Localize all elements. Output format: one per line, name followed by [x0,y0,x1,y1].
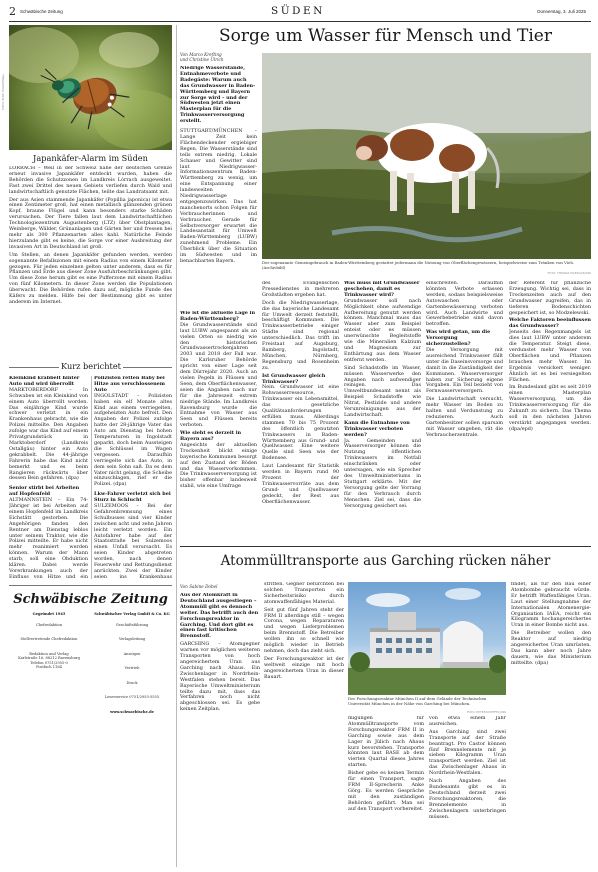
kurz-divider [91,376,92,579]
main-byline: Von Marco Krefting und Christine Ulrich [180,52,224,63]
paragraph: Doch die Niedrigwasserlage, die das bayerische Landesamt für Umwelt derzeit feststellt, beschäftigt Kommunen. Die Trinkwasserbetriebe einiger Städte sind regional unterschiedlich. Das trifft im Freistaat auf Augsburg, Bamberg, Ingolstadt, München, Nürnberg, Regensburg und Rosenheim zu. [262,299,339,371]
atom-col2 [264,582,344,867]
kurz-item-text: SULZEMOOS – Bei der Gefahrenbremsung eines Schulbusses sind vier Kinder zwischen acht und zehn Jahren leicht verletzt worden. Ein Autofahrer habe auf der Staatsstraße bei Sulzemoos einen Unfall verursacht. Es seien Kinder abgetreten worden, nach denen Feuerwehr und Rettungsdienst anrückten. Zwei der Kinder seien ins Krankenhaus [94,503,172,579]
paper-name: Schwäbische Zeitung [20,9,63,14]
paragraph: Bisher gebe es keinen Termin für einen Transport, sagte FRM II-Sprecherin Anke Görg. Es werden Gespräche mit den zuständigen Behörden geführt. Man sei auf den Transport vorbereitet. [348,770,424,812]
paragraph: Die Grundwasserstände sind laut LUBW angespannt als an vielen Orten so niedrig wie den historischen Grundwassertrockenjahren 2003 und 2018 der Fall war. Die Karlsruher Behörde spricht von einer Lage seit dem Dürrejahr 2020. Auch an vielen Pegeln in Flüssen und Seen, dem Oberflächenwasser, seien die Angaben nach nur für die Jahreszeit extrem niedrige Stände. Im Landkreis Ravensburg wurde die Entnahme von Wasser aus Seen und Flüssen bereits verboten. [180,321,257,429]
atom-col5 [511,582,591,867]
main-col-e [509,281,591,541]
kurz-rule-left [9,367,59,368]
paragraph: Nach Angaben des Bundesamts gibt es in Deutschland derzeit zwei Forschungsreaktoren, die Brennelemente in Zwischenlagern unterbringen müssen. [429,778,506,820]
paragraph: Laut Landesamt für Statistik werden in Bayern rund 90 Prozent der Trinkwasservorräte aus dem Grund- und Quellwasser gedeckt, der Rest aus Oberflächenwasser. [262,463,339,505]
main-headline: Sorge um Wasser für Mensch und Tier [219,26,552,46]
paragraph: Im Bundesland gibt es seit 2019 einen Masterplan Wasserversorgung, um die Trinkwasserversorgung für die Zukunft zu sichern. Das Thema soll in den nächsten Jahren verstärkt angegangen werden. (dpa/epd) [509,384,591,432]
paragraph: der Referent für pflanzliche Erzeugung. Wichtig sei, dass in Trockenzeiten auch auf den Grundwasser zugreifen, das in tieferen Bodenschichten gespeichert ist, so Modzelewski. [509,281,591,316]
beetle-paragraph: LÖRRACH – Weil in der Schweiz nahe der deutschen Grenze erneut invasive Japankäfer entdeckt wurden, haben die Behörden die Schutzzonen im Landkreis Lörrach ausgeweitet. Fast zwei Drittel des neuen Gebiets verliefen durch Wald und landwirtschaftlich genutzte Flächen, teilte das Landratsamt mit. [9,166,172,195]
section-rule [180,546,591,547]
atom-col1 [180,593,260,867]
paragraph: Jenseits des Regenmangels ist dies laut LUBW unter anderem die Temperatur. Steigt diese, verdunstet mehr Wasser von Oberflächen und Pflanzen brauchen mehr Wasser. Im Ergebnis versickert weniger. Ähnlich ist es bei versiegelten Flächen. [509,329,591,383]
atom-lead: Aus der Atomkraft in Deutschland ausgestiegen – Atommüll gibt es dennoch weiter. Das betrifft auch den Forschungsreaktor in Garching. Und dort gibt es einen fast kritischen Brennstoff. [180,593,259,640]
beetle-paragraph: Der aus Asien stammende Japankäfer (Popillia japonica) ist etwa einen Zentimeter groß, hat einen metallisch glänzenden grünen Kopf, braune Flügel und kann besonders starke Schäden verursachen. Der Tiere fallen laut dem Landwirtschaftlichen Technologiezentrum Augustenberg (LTZ) über Obstplantagen, Weinberge, Wälder, Grünanlagen und Gärten her und fressen bei mehr als 300 Pflanzenarten alles kahl. Natürliche Feinde hierzulande gibt es keine, die Sorge vor einer Ausbreitung der invasiven Art in Deutschland ist groß. [9,196,172,250]
beetle-article [9,166,172,363]
paragraph: von etwa einem Jahr ausreichen. [429,716,506,727]
masthead-line: www.schwaebische.de [110,709,154,714]
beetle-photo-credit: FOTO: ELKE STAIGER/dpa [2,74,5,110]
masthead-line: Telefon 0751/2955-0 [30,660,68,665]
masthead-line: Anzeigen [123,651,141,656]
kurz-rule-right [123,367,172,368]
atom-byline: Von Sabine Dobel [180,584,218,589]
cow-photo-credit: FOTO: THOMAS WARNACK/DPA [547,272,591,275]
subheading: Was muss mit Grundwasser geschehen, damit es Trinkwasser wird? [344,281,420,298]
paragraph: Aus Garching sind zwei Transporte auf der Straße beantragt. Pro Castor können fünf Brennelemente mit je sieben Kilogramm Uran transportiert werden. Ziel ist das Zwischenlager Ahaus in Nordrhein-Westfalen. [429,728,506,777]
cow-photo [262,53,591,259]
subheading: Wie sieht es derzeit in Bayern aus? [180,430,242,443]
page-number: 2 [9,5,16,18]
issue-date: Donnerstag, 3. Juli 2025 [537,9,586,14]
masthead-line: Leserservice 0751/2955-5555 [104,695,160,699]
paragraph: Grundwasser soll nach Möglichkeit ohne aufwendige Aufbereitung genutzt werden können. Manchmal muss das Wasser aber zum Beispiel enteist oder es müssen unerwünschte Begleitstoffe wie die Mineralien Kalzium und Magnesium zur Enthärtung aus dem Wasser entfernt werden. [344,297,421,363]
kurz-col-right [94,376,172,579]
main-intro-paragraph: STUTTGART/MÜNCHEN – Lange Zeit kein Flächendeckender ergiebiger Regen. Die Wasserstände sind teils extrem niedrig. Lokale Schauer und Gewitter sind laut Niedrigwasser-Informationszentrum Baden-Württemberg zu wenig, um eine Entspannung einer landesweiten Niedrigwasserlage entgegenzuwirken. Das hat manchenorts schon Folgen für Verbraucherinnen und Verbraucher. Gerade für Selbstversorger erwartet die Landesanstalt für Umwelt Baden-Württemberg (LUBW) zunehmend Probleme. Ein Überblick über die Situation im Südwesten und im benachbarten Bayern. [180,128,257,264]
kurz-heading: Kurz berichtet [61,361,121,371]
masthead-line: Vertrieb [124,666,140,670]
subheading: Wie ist die aktuelle Lage in Baden-Württemberg? [180,311,256,322]
paragraph: Die Betreiber wollen den Reaktor auf niedrig angereichertes Uran umrüsten. Das kann aber noch Jahre dauern, wie das Ministerium mitteilte. (dpa) [511,630,591,666]
paragraph: findet, als für den Bau einer Atombombe gebraucht würde. Er betrifft Waffenfähiges Uran. Laut einer Stellungnahme der Internationalen Atomenergie-Organisation IAEA, reicht ein Kilogramm hochangereichertes Uran in einer Bombe nicht aus. [511,582,591,629]
paragraph: Die Landwirtschaft versucht, mehr Wasser im Boden zu halten und Verdunstung zu reduzieren. Auch Gartenbesitzer sollen sparsam mit Wasser umgehen, rät die Verbraucherzentrale. [426,396,503,438]
beetle-paragraph: Um Stellen, an denen Japankäfer gefunden werden, werden sogenannte Befallszonen mit einem Radius von einem Kilometer gezogen. Für jeden einzelnen gelten unter anderem, dass es für Pflanzen und Erde aus dieser Zone Ausfuhrbeschränkungen gibt. Um diese Zone herum gibt es eine Pufferzone mit einem Radius von fünf Kilometern. In dieser Zone werden die Populationen überwacht. Die Behörden rufen dazu auf, mögliche Funde des Käfers zu melden. Hilfe bei der Bestimmung gibt es unter anderem im Internet. [9,251,172,305]
kurz-col-left [9,376,88,579]
atom-headline: Atommülltransporte aus Garching rücken näher [220,553,551,569]
atom-col3 [348,716,424,867]
main-intro [180,66,257,311]
reactor-photo-caption: Der Forschungsreaktor München II auf dem Gelände der Technischen Universität München in der Nähe von Garching bei München. [348,696,487,706]
kurz-item-title: Senior stirbt bei Arbeiten auf Hopfenfeld [9,485,80,498]
subheading: Kann die Entnahme von Trinkwasser verboten werden? [344,419,410,438]
paragraph: GARCHING – Atomgegner warnen vor möglichen weiteren Transporten von hoch angereichertem Uran aus Garching nach Ahaus. Ein Zwischenlager in Nordrhein-Westfalen stehen bereit. Das Bayerische Umweltministerium teilte dazu mit, dass das Verfahren noch nicht abgeschlossen sei. Es gebe keinen Zeitplan. [180,641,260,713]
kurz-item-title: Polizisten retten Baby bei Hitze aus verschlossenem Auto [94,376,165,393]
subheading: Welche Faktoren beeinflussen das Grundwasser? [509,317,591,330]
main-lead: Niedrige Wasserstände, Entnahmeverbote und Badegäste: Warum auch das Grundwasser in Baden-Württemberg und Bayern zur Sorge wird – und der Südwesten jetzt einen Masterplan für die Trinkwasserversorgung erstellt. [180,66,256,125]
paragraph: Ja. Gemeinden und Wasserversorger können die Nutzung öffentlichen Trinkwassers im Notfall einschränken oder untersagen, wie ein Sprecher des Umweltministeriums in Stuttgart erklärte. Mit der Versorgung gelte der Vorrang für den Verbrauch durch Menschen. Ziel sei, dass die Versorgung gesichert sei. [344,437,421,509]
kurz-item-title: Lkw-Fahrer verletzt sich bei Sturz in Schlucht [94,491,171,504]
masthead-line: Chefredaktion [35,622,63,627]
paragraph: stritten. Gegner befürchten bei solchen Transporten ein Sicherheitsrisiko durch atomwaffenfähiges Material. [264,582,344,605]
atom-col4 [429,716,506,867]
masthead-rule [9,585,172,586]
beetle-illustration [9,25,172,150]
header-rule [9,21,591,22]
masthead-line: Karlstraße 16, 88212 Ravensburg [18,656,80,660]
masthead-line: Geschäftsführung [115,622,149,627]
masthead-line: Postfach 1164 [36,665,62,669]
paragraph: des Evangelischen Pressedienstes in mehreren Großstädten ergeben hat. [262,281,339,298]
masthead-line: Gegründet 1945 [32,612,66,616]
left-column-divider [176,25,177,867]
paragraph: Sind Schadstoffe im Wasser, müssen Wasserwerke den Angaben nach aufwendiger reinigen. Das Umweltbundesamt nennt als Beispiel Schadstoffe wie Nitrat, Pestizide und andere Verunreinigungen aus der Landwirtschaft. [344,364,421,418]
main-col-c [344,281,421,541]
main-col-d [426,281,503,541]
paragraph: Angesichts der aktuellen Trockenheit blickt einige bayerische Kommunen besorgt auf den Zustand der Böden und das Wasservorkommen. Die Trinkwasserversorgung ist bisher offenbar landesweit stabil, wie eine Umfrage [180,441,257,490]
kurz-item-text: ALTMANNSTEIN – Ein 74-Jähriger ist bei Arbeiten auf einem Hopfenfeld im Landkreis Eichstätt gestorben. Die Angehörigen fanden den Rentner am Dienstag leblos unter seinem Traktor, wie die Polizei mitteilte. Er habe nicht mehr reanimiert werden können. Warum der Mann starb, soll eine Obduktion klären. Dabei werde Vorerkrankungen auch der Einfluss von Hitze und ein [9,497,88,579]
paragraph: Nein. Grundwasser ist eine Rohwasserressource, Trinkwasser ein Lebensmittel, das gesetzliche Qualitätsanforderungen erfüllen muss. Allerdings stammen 70 bis 75 Prozent des öffentlich genutzten Trinkwassers in Baden-Württemberg aus Grund- und Quellwasser. Eine weitere Quelle sind Seen wie der Bodensee. [262,384,339,462]
masthead-line: Verlagsleitung [118,637,146,641]
beetle-photo [9,25,172,150]
paragraph: Die Versorgung mit ausreichend Trinkwasser fällt unter die Daseinsvorsorge und damit in die Zuständigkeit der Kommunen. Wasserversorger haben zur Sicherung eigene Vorgaben. Ein Teil bezieht von Fernwasserversorgern. [426,346,503,395]
kurz-item-text: INGOLSTADT – Polizisten haben ein elf Monate altes Kind aus einem verriegelten, aufgeheizten Auto befreit. Den Angaben der Polizei zufolge hatte der 28-jährige Vater das Auto am Dienstag bei hohen Temperaturen in Ingolstadt geparkt, doch beim Aussteigen die Schlüssel im Wagen vergessen. Daraufhin verriegelte sich das Auto, in dem sein Sohn saß. Da es dem Vater nicht gelang, die Scheibe einzuschlagen, rief er die Polizei. (dpa) [94,392,172,488]
masthead-block [9,612,172,867]
masthead-line: Schwäbischer Verlag GmbH & Co. KG [94,612,170,616]
beetle-headline: Japankäfer-Alarm im Süden [33,153,148,163]
paragraph: einschreiten. Daraufhin könnten Verbote erlassen werden, sodass beispielsweise Autowaschen oder Gartenbewässerung verboten wird. Auch Landwirte und Gewerbebetriebe sind davon betroffen. [426,281,503,328]
reactor-photo [348,582,506,695]
kurz-item-title: Kleinkind krabbelt hinter Auto und wird überrollt [9,376,80,387]
section-title: SÜDEN [271,5,325,17]
reactor-photo-credit: FOTO: PETER KNEFFEL/DPA [466,711,506,714]
masthead-line: Redaktion und Verlag [29,651,69,656]
cow-photo-caption: Der sogenannte Gemeingebrauch in Baden-Württemberg gestattet jedermann die Nutzung von Oberflächengewässern, beispielsweise zum Tränken von Vieh. (Archivbild) [262,260,575,270]
main-col-a [180,311,257,541]
masthead-title: Schwäbische Zeitung [13,592,168,607]
kurz-item-text: MARKTOBERDORF – In Schwaben ist ein Kleinkind von einem Auto überrollt worden. Das einjährige Kind wurde schwer verletzt in ein Krankenhaus gebracht, wie die Polizei mitteilte. Den Angaben zufolge war das Kind auf einem Privatgrundstück in Marktoberdorf (Landkreis Ostallgäu) hinter ein Auto gekrabbelt. Die 44-jährige Fahrerin habe das Kind nicht bemerkt und es beim Rangieren rückwärts über dessen Bein gefahren. (dpa) [9,386,88,482]
masthead-line: Druck [126,680,138,685]
subheading: Ist Grundwasser gleich Trinkwasser? [262,372,326,385]
subheading: Was wird getan, um die Versorgung sicherzustellen? [426,329,491,348]
paragraph: migungen für Atommülltransporte vom Forschungsreaktor FRM II in Garching sowie aus dem Lager in Jülich nach Ahaus kurz bevorstehen. Transporte könnten laut BASE ab dem vierten Quartal dieses Jahres starten. [348,716,424,769]
masthead-line: Stellvertretende Chefredaktion [20,637,78,641]
paragraph: Seit gut fünf Jahren steht der FRM II allerdings still – wegen Corona, wegen Reparaturen und wegen Lieferproblemen beim Brennstoff. Die Betreiber wollen ihn so schnell wie möglich wieder in Betrieb nehmen, doch das zieht sich. [264,606,344,654]
reactor-illustration [348,582,506,695]
cow-illustration [262,53,591,259]
main-col-b [262,281,339,541]
page-header [9,5,591,20]
paragraph: Der Forschungsreaktor ist der weltweit einzige mit hoch angereichertem Uran in dieser Bauart. [264,655,344,680]
